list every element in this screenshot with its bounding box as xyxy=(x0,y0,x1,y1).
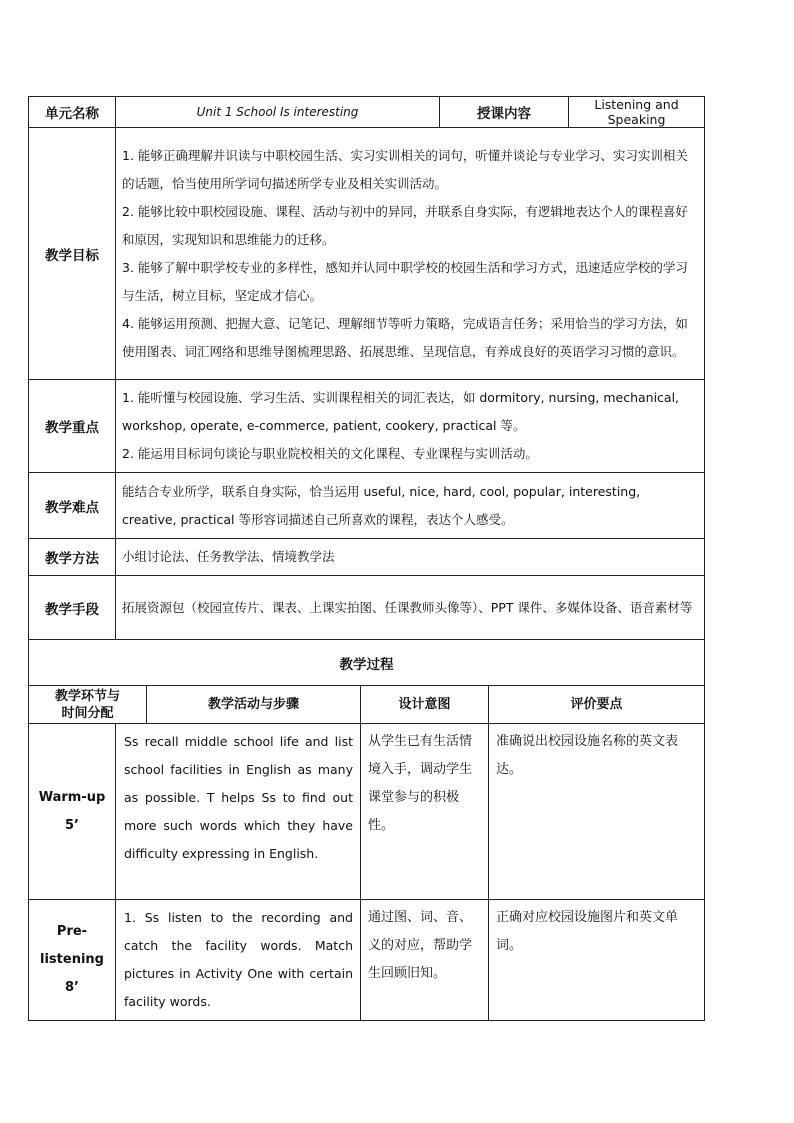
objectives-row xyxy=(29,128,705,380)
objective-item: 4. 能够运用预测、把握大意、记笔记、理解细节等听力策略，完成语言任务；采用恰当的学习方法，如使用图表、词汇网络和思维导图梳理思路、拓展思维、呈现信息，有养成良好的英语学习习惯的意识。 xyxy=(122,315,688,359)
stage-name: Pre-listening xyxy=(40,924,104,967)
objective-item: 3. 能够了解中职学校专业的多样性，感知并认同中职学校的校园生活和学习方式，迅速适应学校的学习与生活，树立目标，坚定成才信心。 xyxy=(122,259,688,303)
unit-name-label: 单元名称 xyxy=(29,97,116,128)
methods-label: 教学方法 xyxy=(29,539,116,576)
difficulties-row xyxy=(29,473,705,539)
col-header-evaluation: 评价要点 xyxy=(489,686,705,724)
header-row xyxy=(29,97,705,128)
table-row xyxy=(29,724,705,900)
intent-cell: 通过图、词、音、义的对应，帮助学生回顾旧知。 xyxy=(361,900,489,1021)
col-header-activity: 教学活动与步骤 xyxy=(147,686,361,724)
table-row xyxy=(29,900,705,1021)
means-label: 教学手段 xyxy=(29,576,116,640)
process-title-row xyxy=(29,640,705,686)
stage-name: Warm-up xyxy=(38,789,106,805)
methods-row xyxy=(29,539,705,576)
objectives-label: 教学目标 xyxy=(29,128,116,380)
stage-time: 5’ xyxy=(65,817,79,833)
key-points-label: 教学重点 xyxy=(29,380,116,473)
key-point-item: 2. 能运用目标词句谈论与职业院校相关的文化课程、专业课程与实训活动。 xyxy=(122,446,538,461)
difficulties-content: 能结合专业所学，联系自身实际，恰当运用 useful, nice, hard, cool, popular, interesting, creative, practical 等形容词描述自己所喜欢的课程，表达个人感受。 xyxy=(116,473,705,539)
col-header-stage-text: 教学环节与 时间分配 xyxy=(54,688,120,721)
col-header-stage xyxy=(29,686,147,724)
intent-cell: 从学生已有生活情境入手，调动学生课堂参与的积极性。 xyxy=(361,724,489,900)
stage-cell xyxy=(29,724,116,900)
means-content: 拓展资源包（校园宣传片、课表、上课实拍图、任课教师头像等）、PPT 课件、多媒体设备、语音素材等 xyxy=(116,576,705,640)
objectives-content xyxy=(116,128,705,380)
process-header-row xyxy=(29,686,705,724)
content-value: Listening and Speaking xyxy=(569,97,705,128)
objective-item: 2. 能够比较中职校园设施、课程、活动与初中的异同，并联系自身实际，有逻辑地表达个人的课程喜好和原因，实现知识和思维能力的迁移。 xyxy=(122,203,688,247)
lesson-plan-document xyxy=(28,96,704,1021)
key-points-content xyxy=(116,380,705,473)
stage-cell xyxy=(29,900,116,1021)
objective-item: 1. 能够正确理解并识读与中职校园生活、实习实训相关的词句，听懂并谈论与专业学习、实习实训相关的话题，恰当使用所学词句描述所学专业及相关实训活动。 xyxy=(122,147,688,191)
unit-name-value: Unit 1 School Is interesting xyxy=(116,97,440,128)
activity-cell: Ss recall middle school life and list school facilities in English as many as possible. T helps Ss to find out more such words which they have difficulty expressing in English. xyxy=(116,724,361,900)
stage-time: 8’ xyxy=(65,980,79,995)
col-header-intent: 设计意图 xyxy=(361,686,489,724)
content-label: 授课内容 xyxy=(440,97,569,128)
methods-content: 小组讨论法、任务教学法、情境教学法 xyxy=(116,539,705,576)
means-row xyxy=(29,576,705,640)
process-title: 教学过程 xyxy=(29,640,705,686)
key-points-row xyxy=(29,380,705,473)
activity-cell: 1. Ss listen to the recording and catch the facility words. Match pictures in Activity One with certain facility words. xyxy=(116,900,361,1021)
key-point-item: 1. 能听懂与校园设施、学习生活、实训课程相关的词汇表达，如 dormitory, nursing, mechanical, workshop, operate, e-commerce, patient, cookery, practical 等。 xyxy=(122,390,680,433)
evaluation-cell: 准确说出校园设施名称的英文表达。 xyxy=(489,724,705,900)
evaluation-cell: 正确对应校园设施图片和英文单词。 xyxy=(489,900,705,1021)
lesson-info-table xyxy=(28,96,705,1021)
difficulties-label: 教学难点 xyxy=(29,473,116,539)
